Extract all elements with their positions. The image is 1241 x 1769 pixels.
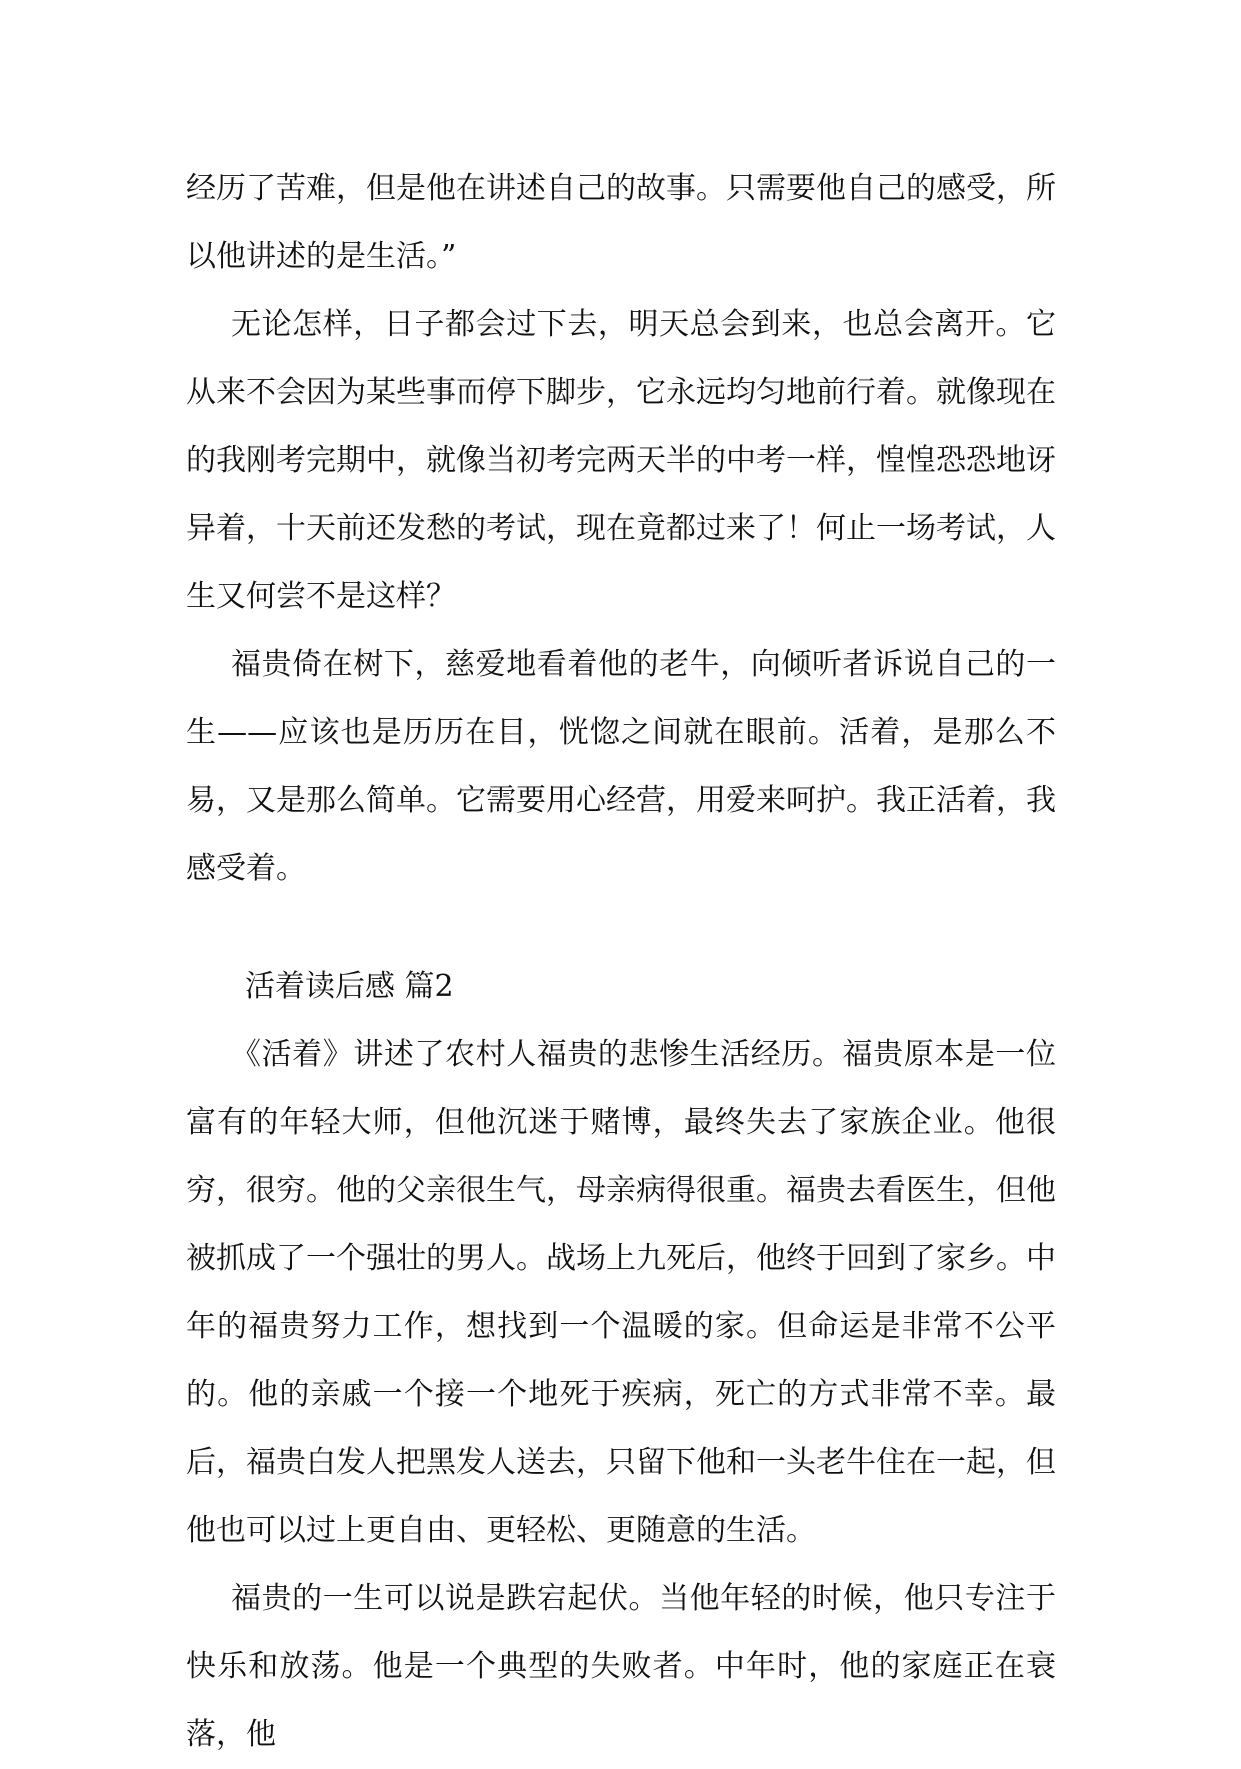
paragraph-days-go-on: 无论怎样，日子都会过下去，明天总会到来，也总会离开。它从来不会因为某些事而停下脚步，它永远均匀地前行着。就像现在的我刚考完期中，就像当初考完两天半的中考一样，惶惶恐恐地讶异着，十天前还发愁的考试，现在竟都过来了！何止一场考试，人生又何尝不是这样？ xyxy=(186,307,1056,614)
document-body xyxy=(186,155,1056,1769)
paragraph-huozhe-summary: 《活着》讲述了农村人福贵的悲惨生活经历。福贵原本是一位富有的年轻大师，但他沉迷于赌博，最终失去了家族企业。他很穷，很穷。他的父亲很生气，母亲病得很重。福贵去看医生，但他被抓成了一个强壮的男人。战场上九死后，他终于回到了家乡。中年的福贵努力工作，想找到一个温暖的家。但命运是非常不公平的。他的亲戚一个接一个地死于疾病，死亡的方式非常不幸。最后，福贵白发人把黑发人送去，只留下他和一头老牛住在一起，但他也可以过上更自由、更轻松、更随意的生活。 xyxy=(186,1037,1056,1548)
paragraph-continuation: 经历了苦难，但是他在讲述自己的故事。只需要他自己的感受，所以他讲述的是生活。” xyxy=(186,171,1056,274)
paragraph-fugui-under-tree: 福贵倚在树下，慈爱地看着他的老牛，向倾听者诉说自己的一生——应该也是历历在目，恍惚之间就在眼前。活着，是那么不易，又是那么简单。它需要用心经营，用爱来呵护。我正活着，我感受着。 xyxy=(186,647,1056,886)
section-heading: 活着读后感 篇2 xyxy=(245,969,454,1004)
paragraph-fugui-life: 福贵的一生可以说是跌宕起伏。当他年轻的时候，他只专注于快乐和放荡。他是一个典型的失败者。中年时，他的家庭正在衰落，他 xyxy=(186,1581,1056,1752)
